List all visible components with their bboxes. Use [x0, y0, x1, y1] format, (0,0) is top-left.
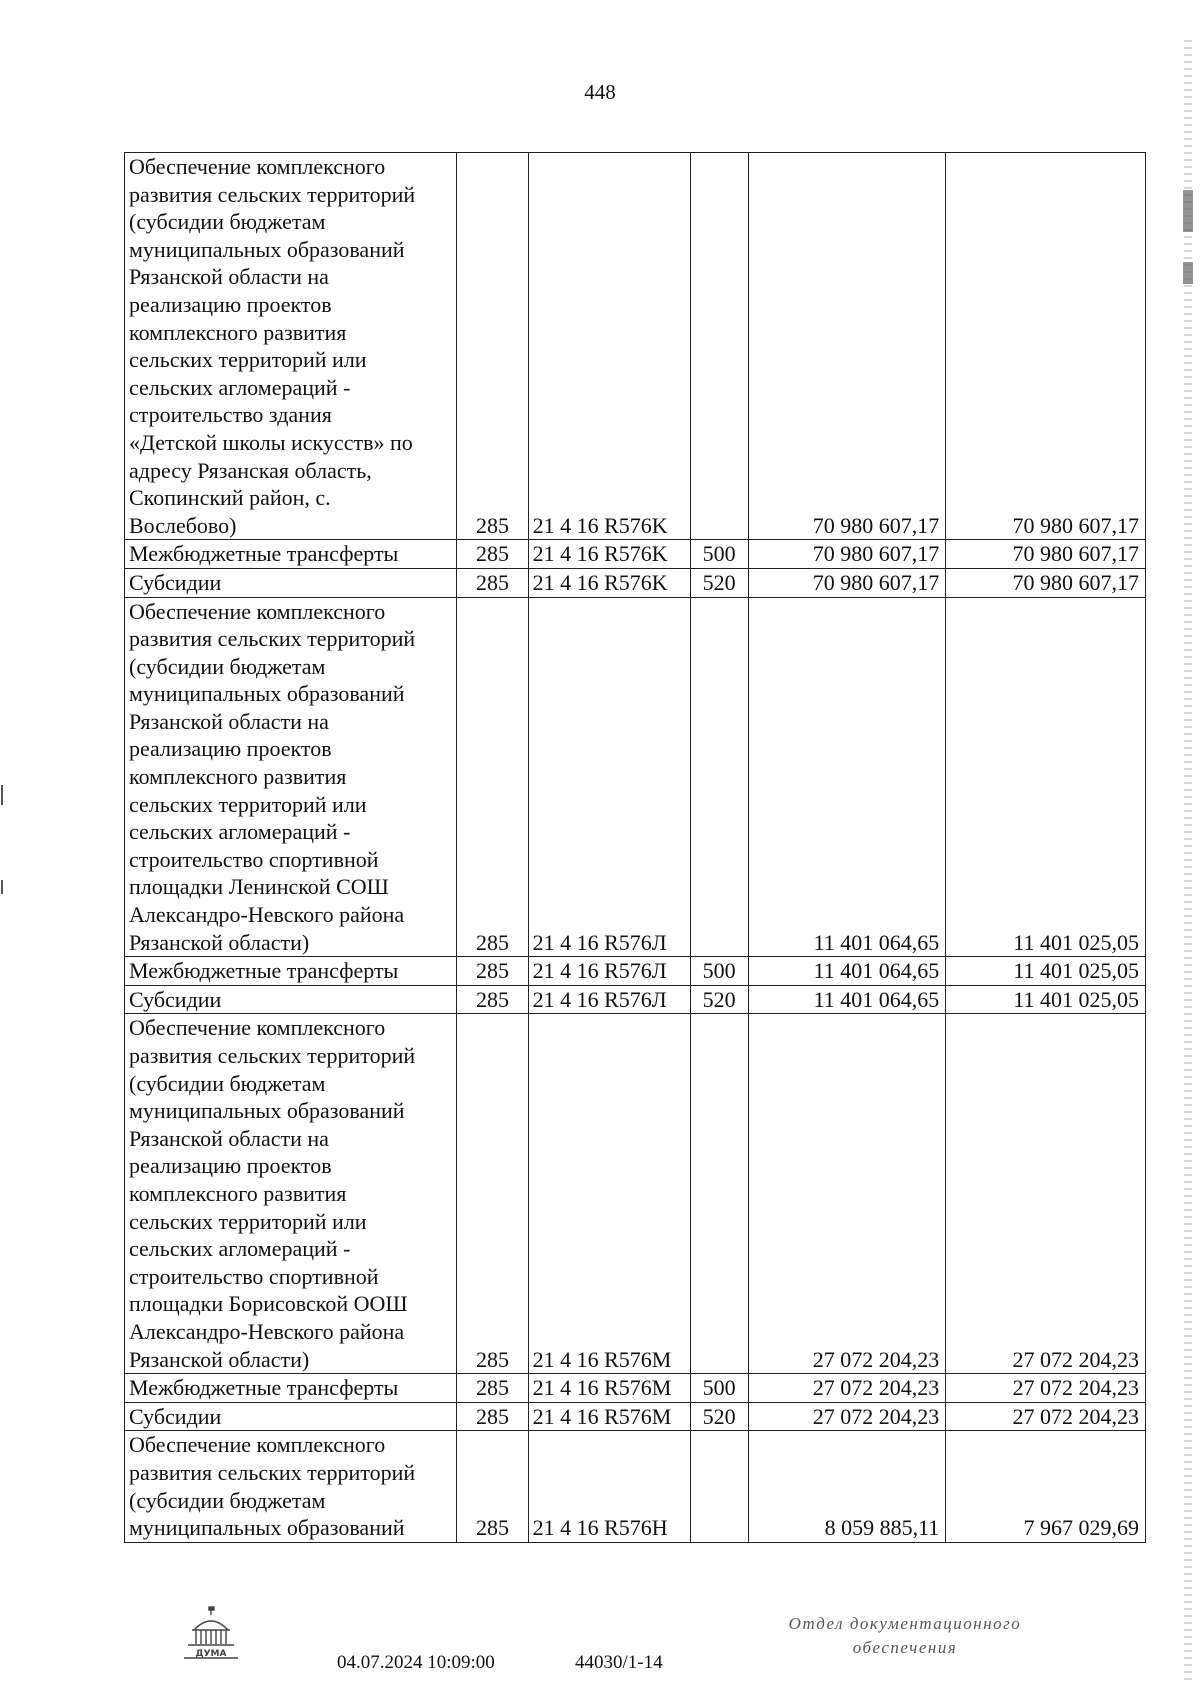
description-line: сельских территорий или [129, 1208, 367, 1234]
table-row [125, 1402, 1146, 1431]
expense-type-code: 520 [690, 568, 748, 597]
description-line: развития сельских территорий [129, 626, 416, 652]
expense-type-code: 520 [690, 985, 748, 1014]
description-line: муниципальных образований [129, 1515, 405, 1541]
description-line: Рязанской области) [129, 1346, 310, 1372]
amount-executed: 7 967 029,69 [946, 1431, 1146, 1542]
description-line: сельских территорий или [129, 791, 367, 817]
description-line: Александро-Невского района [129, 1318, 405, 1344]
row-description [125, 1014, 457, 1374]
amount-approved: 70 980 607,17 [748, 568, 946, 597]
amount-approved: 27 072 204,23 [748, 1374, 946, 1403]
scan-mark [1183, 190, 1193, 232]
description-line: Александро-Невского района [129, 902, 405, 928]
footer-registration-number: 44030/1-14 [575, 1652, 663, 1673]
scan-mark [1183, 262, 1193, 284]
expense-type-code: 500 [690, 957, 748, 986]
ministry-code: 285 [457, 597, 528, 957]
description-line: (субсидии бюджетам [129, 1070, 326, 1096]
description-line: Рязанской области на [129, 264, 329, 290]
amount-approved: 27 072 204,23 [748, 1014, 946, 1374]
description-line: сельских агломераций - [129, 374, 351, 400]
row-description [125, 1374, 457, 1403]
expense-type-code [690, 153, 748, 540]
amount-approved: 8 059 885,11 [748, 1431, 946, 1542]
description-line: (субсидии бюджетам [129, 653, 326, 679]
ministry-code: 285 [457, 1014, 528, 1374]
target-article-code: 21 4 16 R576K [528, 153, 690, 540]
description-line: муниципальных образований [129, 681, 405, 707]
amount-approved: 11 401 064,65 [748, 985, 946, 1014]
description-line: комплексного развития [129, 1180, 347, 1206]
table-row [125, 985, 1146, 1014]
target-article-code: 21 4 16 R576Л [528, 985, 690, 1014]
target-article-code: 21 4 16 R576K [528, 540, 690, 569]
amount-approved: 11 401 064,65 [748, 957, 946, 986]
description-line: развития сельских территорий [129, 1043, 416, 1068]
ministry-code: 285 [457, 568, 528, 597]
amount-executed: 70 980 607,17 [946, 153, 1146, 540]
table-row [125, 568, 1146, 597]
scan-mark [1, 880, 3, 894]
expense-type-code [690, 1431, 748, 1542]
table-row [125, 597, 1146, 957]
description-line: муниципальных образований [129, 236, 405, 262]
amount-approved: 70 980 607,17 [748, 153, 946, 540]
description-line: Рязанской области на [129, 1125, 329, 1151]
description-line: сельских агломераций - [129, 819, 351, 845]
description-line: комплексного развития [129, 764, 347, 790]
target-article-code: 21 4 16 R576M [528, 1402, 690, 1431]
duma-building-icon [174, 1606, 248, 1664]
description-line: сельских агломераций - [129, 1236, 351, 1262]
amount-executed: 11 401 025,05 [946, 985, 1146, 1014]
description-line: Обеспечение комплексного [129, 1015, 386, 1041]
description-line: Субсидии [129, 986, 222, 1012]
description-line: Рязанской области) [129, 929, 310, 955]
ministry-code: 285 [457, 1374, 528, 1403]
description-line: Межбюджетные трансферты [129, 958, 399, 984]
description-line: строительство здания [129, 402, 332, 428]
description-line: адресу Рязанская область, [129, 457, 372, 483]
description-line: (субсидии бюджетам [129, 1487, 326, 1513]
description-line: Обеспечение комплексного [129, 598, 386, 624]
description-line: площадки Ленинской СОШ [129, 874, 389, 900]
budget-table [124, 152, 1146, 1543]
amount-executed: 70 980 607,17 [946, 540, 1146, 569]
ministry-code: 285 [457, 153, 528, 540]
table-row [125, 957, 1146, 986]
ministry-code: 285 [457, 957, 528, 986]
description-line: Рязанской области на [129, 708, 329, 734]
description-line: реализацию проектов [129, 291, 332, 317]
row-description [125, 1431, 457, 1542]
target-article-code: 21 4 16 R576K [528, 568, 690, 597]
description-line: сельских территорий или [129, 347, 367, 373]
footer-datetime: 04.07.2024 10:09:00 [337, 1652, 495, 1673]
target-article-code: 21 4 16 R576M [528, 1014, 690, 1374]
amount-executed: 11 401 025,05 [946, 957, 1146, 986]
description-line: Обеспечение комплексного [129, 154, 386, 179]
amount-approved: 27 072 204,23 [748, 1402, 946, 1431]
row-description [125, 568, 457, 597]
amount-executed: 11 401 025,05 [946, 597, 1146, 957]
table-row [125, 153, 1146, 540]
amount-executed: 27 072 204,23 [946, 1374, 1146, 1403]
table-row [125, 1374, 1146, 1403]
description-line: площадки Борисовской ООШ [129, 1291, 408, 1317]
description-line: Вослебово) [129, 512, 237, 538]
description-line: «Детской школы искусств» по [129, 429, 413, 455]
table-row [125, 540, 1146, 569]
expense-type-code: 520 [690, 1402, 748, 1431]
expense-type-code [690, 597, 748, 957]
row-description [125, 1402, 457, 1431]
expense-type-code: 500 [690, 1374, 748, 1403]
target-article-code: 21 4 16 R576H [528, 1431, 690, 1542]
description-line: реализацию проектов [129, 1153, 332, 1179]
description-line: Обеспечение комплексного [129, 1432, 386, 1458]
row-description [125, 957, 457, 986]
amount-executed: 27 072 204,23 [946, 1014, 1146, 1374]
description-line: Субсидии [129, 569, 222, 595]
scan-edge-artifact [1184, 40, 1192, 1680]
table-row [125, 1431, 1146, 1542]
amount-executed: 27 072 204,23 [946, 1402, 1146, 1431]
description-line: строительство спортивной [129, 1263, 379, 1289]
table-row [125, 1014, 1146, 1374]
ministry-code: 285 [457, 985, 528, 1014]
svg-text:ДУМА: ДУМА [195, 1649, 227, 1659]
department-stamp: Отдел документационного обеспечения [788, 1614, 1022, 1657]
ministry-code: 285 [457, 540, 528, 569]
description-line: (субсидии бюджетам [129, 209, 326, 235]
row-description [125, 597, 457, 957]
description-line: Скопинский район, с. [129, 485, 331, 511]
expense-type-code [690, 1014, 748, 1374]
target-article-code: 21 4 16 R576M [528, 1374, 690, 1403]
description-line: Субсидии [129, 1403, 222, 1429]
page-number: 448 [584, 80, 616, 104]
description-line: развития сельских территорий [129, 181, 416, 207]
description-line: Межбюджетные трансферты [129, 1375, 399, 1401]
target-article-code: 21 4 16 R576Л [528, 957, 690, 986]
amount-approved: 11 401 064,65 [748, 597, 946, 957]
description-line: Межбюджетные трансферты [129, 541, 399, 567]
target-article-code: 21 4 16 R576Л [528, 597, 690, 957]
ministry-code: 285 [457, 1402, 528, 1431]
amount-executed: 70 980 607,17 [946, 568, 1146, 597]
row-description [125, 153, 457, 540]
row-description [125, 985, 457, 1014]
description-line: строительство спортивной [129, 846, 379, 872]
row-description [125, 540, 457, 569]
expense-type-code: 500 [690, 540, 748, 569]
description-line: муниципальных образований [129, 1098, 405, 1124]
amount-approved: 70 980 607,17 [748, 540, 946, 569]
description-line: реализацию проектов [129, 736, 332, 762]
ministry-code: 285 [457, 1431, 528, 1542]
scan-mark [1, 785, 3, 805]
description-line: комплексного развития [129, 319, 347, 345]
description-line: развития сельских территорий [129, 1459, 416, 1485]
